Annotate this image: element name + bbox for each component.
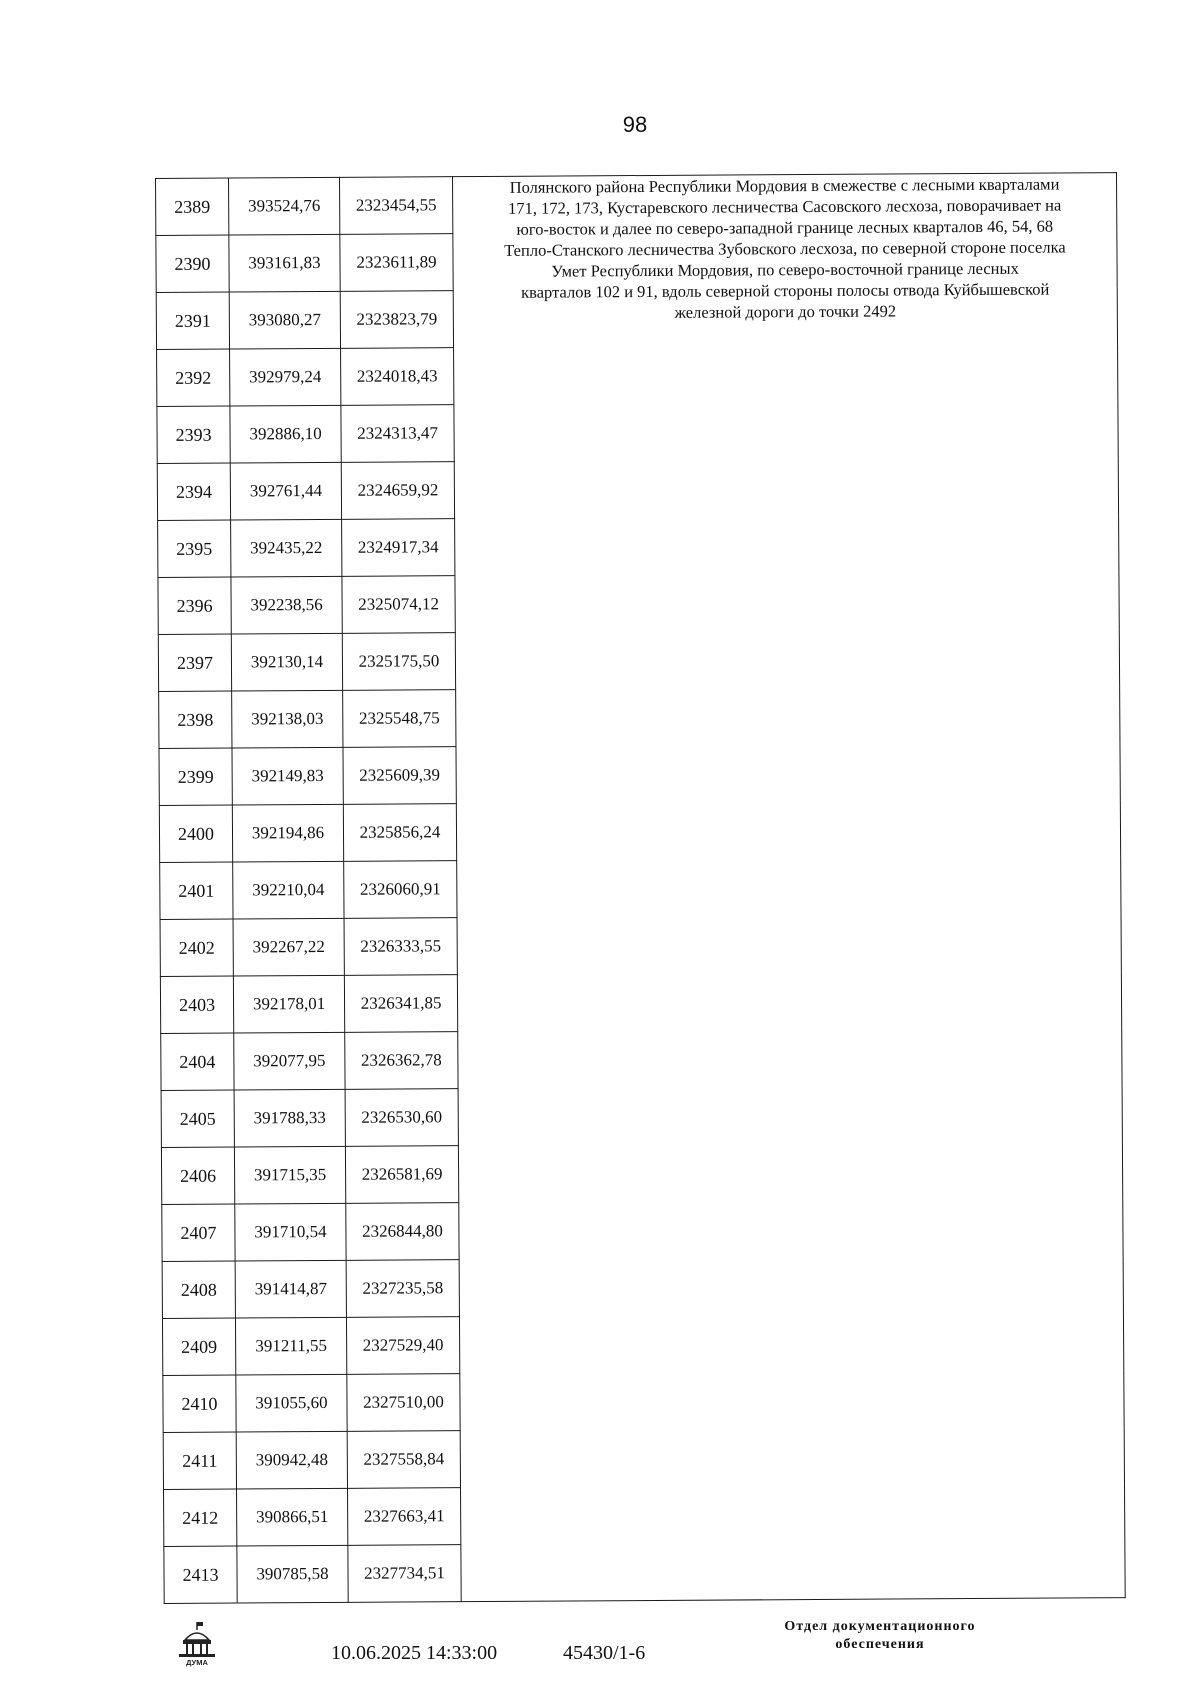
point-number-cell: 2412 <box>164 1489 237 1546</box>
x-coordinate-cell: 393524,76 <box>229 177 340 235</box>
y-coordinate-cell: 2324659,92 <box>341 462 454 520</box>
x-coordinate-cell: 392979,24 <box>230 348 341 406</box>
point-number-cell: 2402 <box>160 919 233 976</box>
boundary-description-cell <box>452 173 1125 1602</box>
y-coordinate-cell: 2327529,40 <box>346 1317 459 1375</box>
x-coordinate-cell: 390785,58 <box>237 1545 348 1603</box>
point-number-cell: 2397 <box>158 634 231 691</box>
x-coordinate-cell: 392267,22 <box>233 918 344 976</box>
point-number-cell: 2390 <box>156 235 229 292</box>
y-coordinate-cell: 2326333,55 <box>344 918 457 976</box>
x-coordinate-cell: 392435,22 <box>231 519 342 577</box>
y-coordinate-cell: 2326341,85 <box>344 975 457 1033</box>
point-number-cell: 2403 <box>160 976 233 1033</box>
coordinates-table <box>155 172 1126 1604</box>
point-number-cell: 2396 <box>158 577 231 634</box>
y-coordinate-cell: 2323823,79 <box>340 291 453 349</box>
x-coordinate-cell: 392194,86 <box>232 804 343 862</box>
x-coordinate-cell: 392077,95 <box>234 1032 345 1090</box>
x-coordinate-cell: 391710,54 <box>235 1203 346 1261</box>
y-coordinate-cell: 2327734,51 <box>348 1545 461 1603</box>
footer-reference-number: 45430/1-6 <box>563 1642 646 1664</box>
x-coordinate-cell: 391055,60 <box>236 1374 347 1432</box>
y-coordinate-cell: 2325548,75 <box>343 690 456 748</box>
description-line: Умет Республики Мордовия, по северо-восточной границе лесных <box>551 258 1019 281</box>
department-line-2: обеспечения <box>835 1637 925 1652</box>
x-coordinate-cell: 391414,87 <box>235 1260 346 1318</box>
point-number-cell: 2413 <box>164 1546 237 1603</box>
description-line: Тепло-Станского лесничества Зубовского лесхоза, по северной стороне поселка <box>504 237 1066 260</box>
x-coordinate-cell: 392178,01 <box>233 975 344 1033</box>
department-line-1: Отдел документационного <box>784 1619 976 1634</box>
x-coordinate-cell: 392886,10 <box>230 405 341 463</box>
point-number-cell: 2410 <box>163 1375 236 1432</box>
description-line: 171, 172, 173, Кустаревского лесничества Сасовского лесхоза, поворачивает на <box>508 195 1062 218</box>
description-line: железной дороги до точки 2492 <box>674 301 897 322</box>
point-number-cell: 2392 <box>157 349 230 406</box>
y-coordinate-cell: 2323611,89 <box>340 234 453 292</box>
point-number-cell: 2394 <box>157 463 230 520</box>
x-coordinate-cell: 393080,27 <box>229 291 340 349</box>
x-coordinate-cell: 391211,55 <box>235 1317 346 1375</box>
point-number-cell: 2408 <box>162 1261 235 1318</box>
point-number-cell: 2398 <box>159 691 232 748</box>
page-footer <box>0 1610 1200 1690</box>
point-number-cell: 2411 <box>163 1432 236 1489</box>
description-line: кварталов 102 и 91, вдоль северной стороны полосы отвода Куйбышевской <box>521 279 1050 302</box>
y-coordinate-cell: 2327663,41 <box>348 1488 461 1546</box>
y-coordinate-cell: 2323454,55 <box>339 177 452 235</box>
point-number-cell: 2404 <box>161 1033 234 1090</box>
point-number-cell: 2395 <box>158 520 231 577</box>
point-number-cell: 2405 <box>161 1090 234 1147</box>
point-number-cell: 2407 <box>162 1204 235 1261</box>
point-number-cell: 2393 <box>157 406 230 463</box>
point-number-cell: 2391 <box>156 292 229 349</box>
y-coordinate-cell: 2324917,34 <box>342 519 455 577</box>
x-coordinate-cell: 392138,03 <box>232 690 343 748</box>
x-coordinate-cell: 392149,83 <box>232 747 343 805</box>
point-number-cell: 2389 <box>156 178 229 235</box>
x-coordinate-cell: 392761,44 <box>230 462 341 520</box>
x-coordinate-cell: 390866,51 <box>237 1488 348 1546</box>
description-line: Полянского района Республики Мордовия в смежестве с лесными кварталами <box>509 174 1060 197</box>
x-coordinate-cell: 392210,04 <box>233 861 344 919</box>
duma-building-icon <box>175 1620 219 1668</box>
footer-department-stamp <box>735 1618 1025 1654</box>
y-coordinate-cell: 2326530,60 <box>345 1089 458 1147</box>
x-coordinate-cell: 392238,56 <box>231 576 342 634</box>
y-coordinate-cell: 2325175,50 <box>342 633 455 691</box>
y-coordinate-cell: 2324018,43 <box>341 348 454 406</box>
y-coordinate-cell: 2326844,80 <box>346 1203 459 1261</box>
page-number: 98 <box>622 112 648 137</box>
point-number-cell: 2400 <box>159 805 232 862</box>
logo-caption: ДУМА <box>186 1658 208 1667</box>
y-coordinate-cell: 2326581,69 <box>345 1146 458 1204</box>
y-coordinate-cell: 2326060,91 <box>344 861 457 919</box>
x-coordinate-cell: 391715,35 <box>234 1146 345 1204</box>
y-coordinate-cell: 2325074,12 <box>342 576 455 634</box>
x-coordinate-cell: 393161,83 <box>229 234 340 292</box>
y-coordinate-cell: 2326362,78 <box>345 1032 458 1090</box>
y-coordinate-cell: 2327235,58 <box>346 1260 459 1318</box>
point-number-cell: 2399 <box>159 748 232 805</box>
x-coordinate-cell: 391788,33 <box>234 1089 345 1147</box>
y-coordinate-cell: 2325856,24 <box>343 804 456 862</box>
y-coordinate-cell: 2324313,47 <box>341 405 454 463</box>
table-row <box>156 173 1117 236</box>
y-coordinate-cell: 2327558,84 <box>347 1431 460 1489</box>
point-number-cell: 2401 <box>160 862 233 919</box>
y-coordinate-cell: 2327510,00 <box>347 1374 460 1432</box>
x-coordinate-cell: 392130,14 <box>231 633 342 691</box>
footer-datetime: 10.06.2025 14:33:00 <box>331 1642 498 1664</box>
x-coordinate-cell: 390942,48 <box>236 1431 347 1489</box>
point-number-cell: 2409 <box>162 1318 235 1375</box>
point-number-cell: 2406 <box>161 1147 234 1204</box>
description-line: юго-восток и далее по северо-западной границе лесных кварталов 46, 54, 68 <box>516 216 1054 239</box>
y-coordinate-cell: 2325609,39 <box>343 747 456 805</box>
coordinates-table-body <box>156 173 1126 1604</box>
